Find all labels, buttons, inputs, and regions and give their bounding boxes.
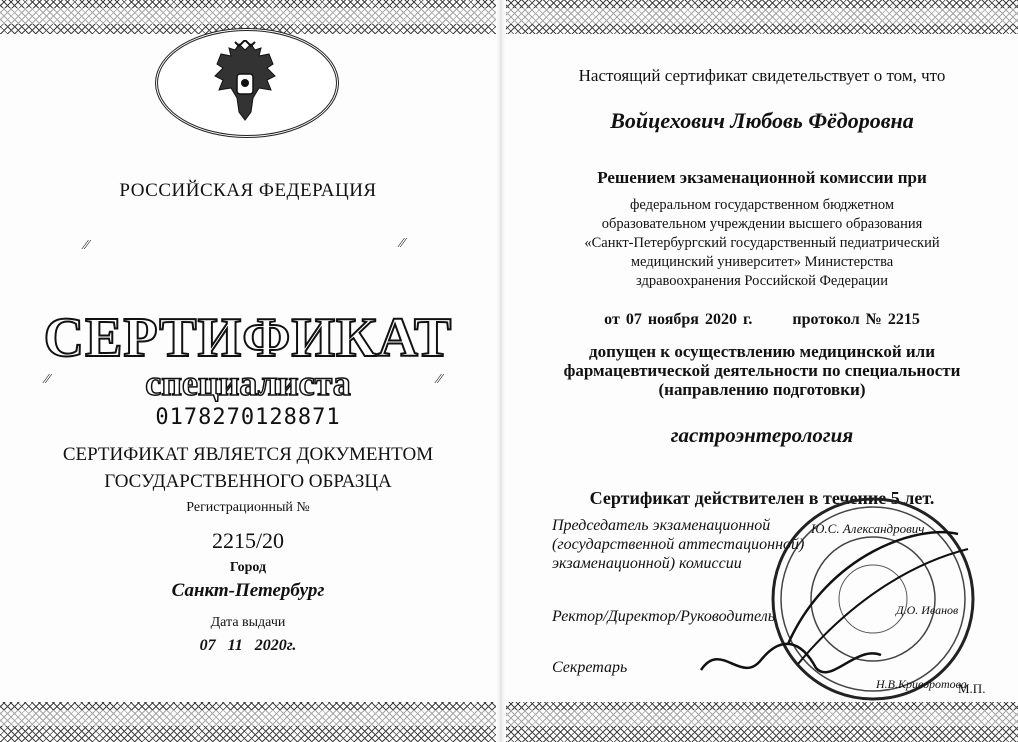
chair-signature-block: [552, 516, 812, 573]
crop-mark: ⁄⁄: [437, 372, 442, 387]
admission-line: допущен к осуществлению медицинской или: [588, 342, 936, 361]
bottom-ornament-band: [0, 702, 496, 742]
holder-name: Войцехович Любовь Фёдоровна: [610, 108, 914, 133]
decision-date: от 07 ноября 2020 г.: [604, 311, 753, 328]
secretary-name: Н.В.Криворотова: [876, 677, 967, 691]
state-document-notice: [0, 441, 496, 495]
institution-line: «Санкт-Петербургский государственный педиатрический: [584, 235, 940, 251]
certificate-subtitle: специалиста: [145, 363, 351, 403]
certificate-right-page: [506, 0, 1018, 742]
bottom-ornament-band: [506, 702, 1018, 742]
chair-line: Председатель экзаменационной: [552, 517, 771, 534]
rector-label: Ректор/Директор/Руководитель: [552, 608, 776, 625]
admission-statement: [536, 342, 988, 399]
coat-of-arms-emblem: [145, 18, 345, 138]
certificate-title: СЕРТИФИКАТ: [43, 307, 453, 369]
specialty: гастроэнтерология: [670, 423, 854, 447]
chair-line: (государственной аттестационной): [552, 536, 805, 553]
handwritten-signature: [696, 630, 886, 690]
institution-line: медицинский университет» Министерства: [630, 254, 894, 270]
institution-line: федеральном государственном бюджетном: [629, 197, 895, 213]
commission-decision: Решением экзаменационной комиссии при: [597, 168, 927, 187]
country-name: РОССИЙСКАЯ ФЕДЕРАЦИЯ: [119, 180, 377, 201]
certificate-intro: Настоящий сертификат свидетельствует о том, что: [578, 66, 946, 85]
crop-mark: ⁄⁄: [400, 236, 405, 251]
page-fold: [496, 0, 506, 742]
registration-number: 2215/20: [211, 528, 285, 553]
state-doc-line-2: ГОСУДАРСТВЕННОГО ОБРАЗЦА: [104, 471, 392, 492]
issue-date-value: 07 11 2020г.: [199, 637, 297, 654]
secretary-label: Секретарь: [552, 659, 628, 676]
registration-label: Регистрационный №: [186, 500, 310, 515]
top-ornament-band: [506, 0, 1018, 34]
issue-date-label: Дата выдачи: [210, 615, 286, 630]
protocol-number: протокол № 2215: [792, 311, 920, 328]
crop-mark: ⁄⁄: [45, 372, 50, 387]
validity-statement: Сертификат действителен в течение 5 лет.: [589, 488, 935, 508]
institution-name: [506, 196, 1018, 291]
city-value: Санкт-Петербург: [171, 580, 325, 601]
admission-line: (направлению подготовки): [658, 380, 866, 399]
city-label: Город: [229, 560, 267, 575]
institution-line: образовательном учреждении высшего образования: [601, 216, 923, 232]
double-headed-eagle-icon: [209, 40, 281, 124]
institution-line: здравоохранения Российской Федерации: [636, 273, 888, 289]
admission-line: фармацевтической деятельности по специальности: [563, 361, 961, 380]
crop-mark: ⁄⁄: [84, 238, 89, 253]
chair-line: экзаменационной) комиссии: [552, 555, 742, 572]
chair-name: Ю.С. Александрович: [811, 521, 925, 536]
state-doc-line-1: СЕРТИФИКАТ ЯВЛЯЕТСЯ ДОКУМЕНТОМ: [62, 444, 434, 465]
rector-name: Д.О. Иванов: [896, 603, 959, 617]
decision-date-row: [506, 311, 1018, 329]
stamp-place-mark: М.П.: [958, 681, 986, 696]
certificate-number: 0178270128871: [155, 405, 341, 430]
certificate-left-page: [0, 0, 496, 742]
